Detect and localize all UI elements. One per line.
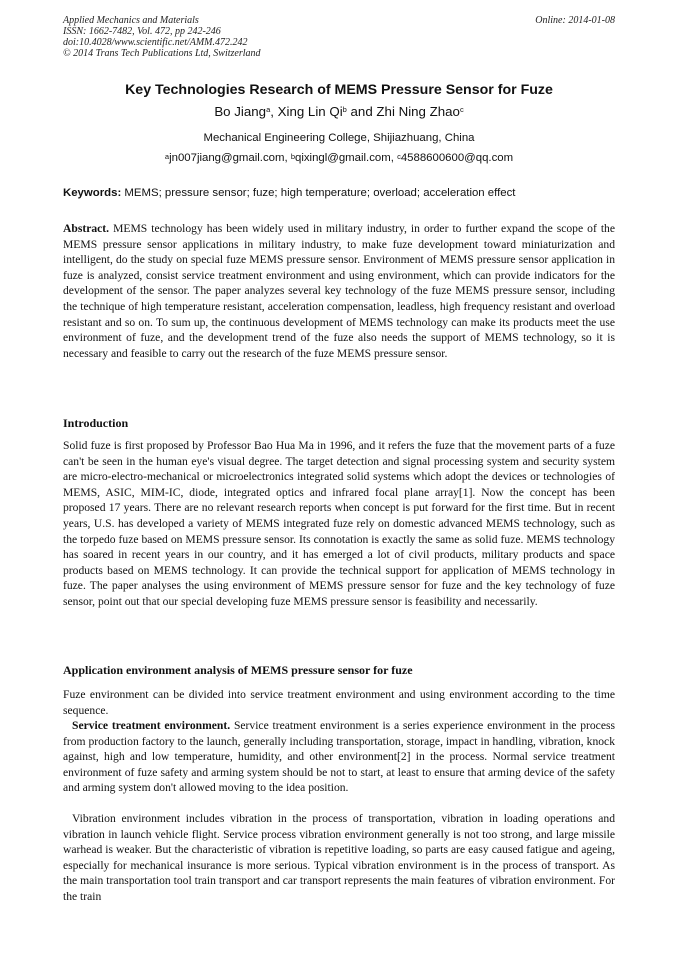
author-affil-mark: a [266,105,271,114]
author-separator: and [346,104,377,119]
journal-name: Applied Mechanics and Materials [63,15,199,26]
copyright-line: © 2014 Trans Tech Publications Ltd, Switzerland [63,48,261,59]
paper-title: Key Technologies Research of MEMS Pressure Sensor for Fuze [125,82,553,98]
author-name: Zhi Ning Zhao [376,104,460,119]
email-mark: c [397,152,401,161]
keywords-label: Keywords: [63,187,122,199]
affiliation: Mechanical Engineering College, Shijiazhuang, China [203,132,475,144]
online-date: Online: 2014-01-08 [535,15,615,26]
section-heading-application: Application environment analysis of MEMS pressure sensor for fuze [63,663,413,677]
issn-line: ISSN: 1662-7482, Vol. 472, pp 242-246 [63,26,221,37]
section-heading-introduction: Introduction [63,416,129,430]
abstract [63,221,615,361]
doi-line: doi:10.4028/www.scientific.net/AMM.472.242 [63,37,248,48]
email-address[interactable]: jn007jiang@gmail.com, [169,152,291,164]
author-name: Xing Lin Qi [277,104,343,119]
author-separator: , [270,104,278,119]
email-mark: a [164,152,170,161]
email-address[interactable]: qixingl@gmail.com, [294,152,398,164]
journal-header [63,15,615,59]
service-treatment-text: Service treatment environment is a series experience environment in the process from production factory to the launch, generally including transportation, storage, impact in handling, vibration, knock against, high and low temperature, humidity, and other environment[2] in the process. Normal service treatment environment of fuze safety and arming system should be not to start, at least to ensure that arming device of the safety and arming system don't allowed moving to the idea position. [63,719,615,795]
application-paragraph-2 [63,718,615,796]
keywords [63,186,615,201]
application-paragraph-1: Fuze environment can be divided into service treatment environment and using environment according to the time sequence. [63,688,615,717]
introduction-paragraph: Solid fuze is first proposed by Professor Bao Hua Ma in 1996, and it refers the fuze that the movement parts of a fuze can't be seen in the human eye's visual degree. The target detection and signal processing system and security system are micro-electro-mechanical or microelectronics integrated solid systems which adopt the devices or technologies of MEMS, ASIC, MIM-IC, diode, integrated optics and infrared focal plane array[1]. Now the concept has been proposed 17 years. There are no relevant research reports when concept is put forward for the first time. But in recent years, U.S. has developed a variety of MEMS integrated fuze rely on domestic advanced MEMS technology, such as the torpedo fuze based on MEMS pressure sensor. Its connotation is exactly the same as solid fuze. MEMS technology has soared in recent years in our country, and it has emerged a lot of civil products, military products and space products based on MEMS technology. It can provide the technical support for application of MEMS technology in fuze. The paper analyses the using environment of MEMS pressure sensor for fuze and the key technology of fuze sensor, point out that our special developing fuze MEMS pressure sensor is feasibility and necessarily. [63,439,615,608]
email-mark: b [290,152,295,161]
keywords-text: MEMS; pressure sensor; fuze; high temperature; overload; acceleration effect [121,187,516,199]
email-list [63,151,615,166]
abstract-text: MEMS technology has been widely used in military industry, in order to further expand the scope of the MEMS pressure sensor applications in military industry, to make fuze development toward miniaturization and intelligent, do the study on special fuze MEMS pressure sensor. Environment of MEMS pressure sensor application in fuze is analyzed, consist service treatment environment and using environment, which can provide indicators for the development of the sensor. The paper analyzes several key technology of the fuze MEMS pressure sensor, including the technique of high temperature resistant, acceleration compensation, leadless, high frequency resistant and overload resistant and so on. To sum up, the continuous development of MEMS technology can make its products meet the use environment of fuze, and the development trend of the fuze also needs the support of MEMS technology, so it is necessary and feasible to carry out the research of the fuze MEMS pressure sensor. [63,222,615,360]
author-affil-mark: b [342,105,347,114]
author-affil-mark: c [459,105,464,114]
email-address[interactable]: 4588600600@qq.com [400,152,514,164]
author-name: Bo Jiang [214,104,267,119]
service-treatment-label: Service treatment environment. [72,719,231,732]
application-paragraph-3: Vibration environment includes vibration in the process of transportation, vibration in loading operations and vibration in launch vehicle flight. Service process vibration environment generally is not too strong, and large missile warhead is weaker. But the characteristic of vibration is repetitive loading, so parts are easy caused fatigue and ageing, especially for mechanical insurance is more serious. Typical vibration environment is in the process of transport. As the main transportation tool train transport and car transport represents the main features of vibration environment. For the train [63,812,615,903]
abstract-label: Abstract. [63,222,110,235]
author-list [63,103,615,121]
